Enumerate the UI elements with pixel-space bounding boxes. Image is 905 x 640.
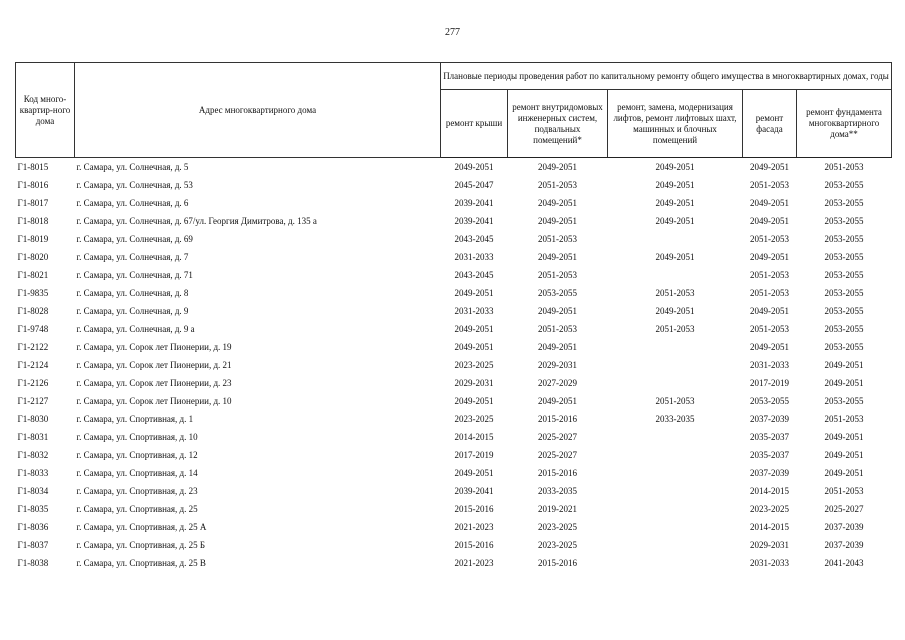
table-row [16,500,892,518]
table-row [16,266,892,284]
cell-facade: 2049-2051 [750,161,789,172]
cell-code: Г1-8030 [17,413,49,424]
cell-roof: 2031-2033 [454,305,494,316]
cell-code: Г1-8021 [17,269,49,280]
cell-address: г. Самара, ул. Спортивная, д. 1 [76,413,194,424]
cell-foundation: 2053-2055 [824,251,864,262]
cell-facade: 2023-2025 [750,503,789,514]
cell-lifts [608,554,743,572]
cell-lifts [608,446,743,464]
cell-facade: 2031-2033 [750,359,789,370]
cell-code: Г1-8018 [17,215,49,226]
cell-lifts [608,338,743,356]
cell-facade: 2014-2015 [750,485,789,496]
cell-engineering: 2019-2021 [538,503,577,514]
cell-roof: 2015-2016 [454,503,494,514]
cell-address: г. Самара, ул. Солнечная, д. 67/ул. Георгия Димитрова, д. 135 а [76,215,317,226]
cell-roof: 2039-2041 [454,215,494,226]
table-row [16,302,892,320]
cell-engineering: 2023-2025 [538,521,577,532]
cell-lifts [608,482,743,500]
header-code: Код много-квартир-ного дома [16,63,75,158]
cell-engineering: 2015-2016 [538,413,577,424]
cell-foundation: 2053-2055 [824,287,864,298]
cell-roof: 2049-2051 [454,287,494,298]
table-row [16,320,892,338]
cell-foundation: 2049-2051 [824,467,864,478]
table-row [16,392,892,410]
cell-code: Г1-2122 [17,341,49,352]
cell-code: Г1-8037 [17,539,49,550]
cell-address: г. Самара, ул. Солнечная, д. 69 [76,233,193,244]
cell-roof: 2023-2025 [454,413,494,424]
cell-facade: 2049-2051 [750,341,789,352]
cell-facade: 2049-2051 [750,215,789,226]
table-row [16,230,892,248]
cell-engineering: 2029-2031 [538,359,577,370]
cell-engineering: 2049-2051 [538,251,577,262]
table-body [16,158,892,573]
cell-code: Г1-8015 [17,161,49,172]
cell-roof: 2039-2041 [454,485,494,496]
cell-engineering: 2051-2053 [538,179,577,190]
table-row [16,176,892,194]
cell-foundation: 2051-2053 [824,485,864,496]
cell-address: г. Самара, ул. Спортивная, д. 10 [76,431,198,442]
table-row [16,374,892,392]
header-periods: Плановые периоды проведения работ по капитальному ремонту общего имущества в многоквартирных домах, годы [441,63,892,90]
cell-lifts: 2051-2053 [655,323,695,334]
table-row [16,194,892,212]
cell-foundation: 2037-2039 [824,539,864,550]
cell-address: г. Самара, ул. Спортивная, д. 25 А [76,521,207,532]
cell-address: г. Самара, ул. Спортивная, д. 12 [76,449,198,460]
cell-roof: 2045-2047 [454,179,494,190]
cell-lifts [608,500,743,518]
cell-foundation: 2051-2053 [824,413,864,424]
cell-lifts: 2049-2051 [655,161,695,172]
cell-engineering: 2051-2053 [538,269,577,280]
cell-foundation: 2049-2051 [824,377,864,388]
table-row [16,428,892,446]
cell-code: Г1-8032 [17,449,49,460]
cell-address: г. Самара, ул. Солнечная, д. 9 а [76,323,195,334]
cell-code: Г1-8020 [17,251,49,262]
page-number: 277 [445,27,460,38]
cell-lifts [608,536,743,554]
cell-foundation: 2053-2055 [824,269,864,280]
cell-code: Г1-8033 [17,467,49,478]
cell-code: Г1-8016 [17,179,49,190]
cell-lifts [608,356,743,374]
cell-facade: 2049-2051 [750,305,789,316]
cell-code: Г1-8038 [17,557,49,568]
table-row [16,482,892,500]
cell-address: г. Самара, ул. Спортивная, д. 25 [76,503,198,514]
cell-engineering: 2049-2051 [538,161,577,172]
cell-code: Г1-8034 [17,485,49,496]
cell-facade: 2051-2053 [750,269,789,280]
cell-address: г. Самара, ул. Солнечная, д. 5 [76,161,189,172]
cell-address: г. Самара, ул. Сорок лет Пионерии, д. 19 [76,341,232,352]
cell-facade: 2051-2053 [750,179,789,190]
cell-address: г. Самара, ул. Спортивная, д. 23 [76,485,198,496]
cell-lifts [608,266,743,284]
cell-roof: 2014-2015 [454,431,494,442]
cell-facade: 2051-2053 [750,233,789,244]
cell-facade: 2037-2039 [750,467,789,478]
cell-code: Г1-2127 [17,395,49,406]
cell-roof: 2049-2051 [454,341,494,352]
cell-address: г. Самара, ул. Солнечная, д. 7 [76,251,189,262]
cell-engineering: 2015-2016 [538,467,577,478]
cell-roof: 2029-2031 [454,377,494,388]
cell-roof: 2049-2051 [454,395,494,406]
cell-lifts [608,428,743,446]
cell-code: Г1-9748 [17,323,49,334]
cell-foundation: 2053-2055 [824,215,864,226]
table-row [16,248,892,266]
table-header [16,63,892,158]
cell-foundation: 2051-2053 [824,161,864,172]
cell-roof: 2049-2051 [454,161,494,172]
table-row [16,518,892,536]
cell-lifts [608,518,743,536]
cell-foundation: 2053-2055 [824,179,864,190]
cell-lifts: 2051-2053 [655,395,695,406]
cell-facade: 2049-2051 [750,197,789,208]
header-engineering: ремонт внутридомовых инженерных систем, подвальных помещений* [508,90,608,158]
cell-lifts [608,374,743,392]
cell-address: г. Самара, ул. Солнечная, д. 8 [76,287,189,298]
cell-lifts: 2051-2053 [655,287,695,298]
cell-roof: 2043-2045 [454,233,494,244]
header-address: Адрес многоквартирного дома [75,63,441,158]
cell-foundation: 2041-2043 [824,557,864,568]
cell-facade: 2051-2053 [750,287,789,298]
cell-facade: 2029-2031 [750,539,789,550]
table-row [16,410,892,428]
cell-engineering: 2049-2051 [538,395,577,406]
cell-lifts [608,230,743,248]
cell-facade: 2031-2033 [750,557,789,568]
cell-roof: 2039-2041 [454,197,494,208]
cell-engineering: 2051-2053 [538,233,577,244]
cell-facade: 2037-2039 [750,413,789,424]
cell-engineering: 2027-2029 [538,377,577,388]
cell-facade: 2051-2053 [750,323,789,334]
cell-address: г. Самара, ул. Сорок лет Пионерии, д. 21 [76,359,232,370]
table-row [16,356,892,374]
cell-address: г. Самара, ул. Спортивная, д. 25 В [76,557,206,568]
table-row [16,212,892,230]
cell-engineering: 2053-2055 [538,287,577,298]
cell-engineering: 2049-2051 [538,305,577,316]
cell-lifts: 2049-2051 [655,215,695,226]
cell-code: Г1-2126 [17,377,49,388]
header-roof: ремонт крыши [441,90,508,158]
table-row [16,554,892,572]
header-facade: ремонт фасада [743,90,797,158]
cell-address: г. Самара, ул. Солнечная, д. 71 [76,269,193,280]
cell-address: г. Самара, ул. Солнечная, д. 6 [76,197,189,208]
cell-engineering: 2015-2016 [538,557,577,568]
cell-address: г. Самара, ул. Сорок лет Пионерии, д. 23 [76,377,232,388]
cell-lifts: 2049-2051 [655,305,695,316]
cell-engineering: 2025-2027 [538,449,577,460]
cell-foundation: 2037-2039 [824,521,864,532]
cell-address: г. Самара, ул. Солнечная, д. 53 [76,179,193,190]
cell-roof: 2031-2033 [454,251,494,262]
cell-foundation: 2053-2055 [824,233,864,244]
cell-lifts: 2033-2035 [655,413,695,424]
cell-code: Г1-8035 [17,503,49,514]
cell-facade: 2017-2019 [750,377,789,388]
cell-engineering: 2049-2051 [538,215,577,226]
cell-facade: 2049-2051 [750,251,789,262]
cell-address: г. Самара, ул. Сорок лет Пионерии, д. 10 [76,395,232,406]
cell-address: г. Самара, ул. Солнечная, д. 9 [76,305,189,316]
cell-code: Г1-9835 [17,287,49,298]
cell-lifts: 2049-2051 [655,197,695,208]
cell-roof: 2049-2051 [454,467,494,478]
cell-code: Г1-8031 [17,431,49,442]
cell-address: г. Самара, ул. Спортивная, д. 25 Б [76,539,206,550]
cell-code: Г1-2124 [17,359,49,370]
table-row [16,446,892,464]
cell-roof: 2043-2045 [454,269,494,280]
cell-foundation: 2049-2051 [824,431,864,442]
cell-engineering: 2023-2025 [538,539,577,550]
cell-roof: 2017-2019 [454,449,494,460]
cell-roof: 2023-2025 [454,359,494,370]
cell-roof: 2049-2051 [454,323,494,334]
cell-address: г. Самара, ул. Спортивная, д. 14 [76,467,198,478]
cell-foundation: 2053-2055 [824,197,864,208]
cell-roof: 2015-2016 [454,539,494,550]
table-row [16,536,892,554]
cell-foundation: 2053-2055 [824,395,864,406]
cell-facade: 2035-2037 [750,449,789,460]
cell-engineering: 2051-2053 [538,323,577,334]
cell-code: Г1-8019 [17,233,49,244]
cell-lifts [608,464,743,482]
cell-code: Г1-8036 [17,521,49,532]
cell-engineering: 2033-2035 [538,485,577,496]
table-row [16,338,892,356]
cell-roof: 2021-2023 [454,557,494,568]
cell-code: Г1-8017 [17,197,49,208]
cell-foundation: 2053-2055 [824,323,864,334]
cell-facade: 2053-2055 [750,395,789,406]
cell-facade: 2014-2015 [750,521,789,532]
cell-code: Г1-8028 [17,305,49,316]
header-foundation: ремонт фундамента многоквартирного дома** [797,90,892,158]
cell-foundation: 2049-2051 [824,359,864,370]
table-row [16,464,892,482]
cell-engineering: 2049-2051 [538,197,577,208]
cell-lifts: 2049-2051 [655,251,695,262]
header-lifts: ремонт, замена, модернизация лифтов, ремонт лифтовых шахт, машинных и блочных помещений [608,90,743,158]
repair-schedule-table [15,62,892,572]
table-row [16,284,892,302]
cell-lifts: 2049-2051 [655,179,695,190]
cell-foundation: 2049-2051 [824,449,864,460]
cell-foundation: 2053-2055 [824,305,864,316]
cell-foundation: 2025-2027 [824,503,864,514]
cell-facade: 2035-2037 [750,431,789,442]
cell-engineering: 2025-2027 [538,431,577,442]
cell-roof: 2021-2023 [454,521,494,532]
cell-foundation: 2053-2055 [824,341,864,352]
table-row [16,158,892,177]
cell-engineering: 2049-2051 [538,341,577,352]
